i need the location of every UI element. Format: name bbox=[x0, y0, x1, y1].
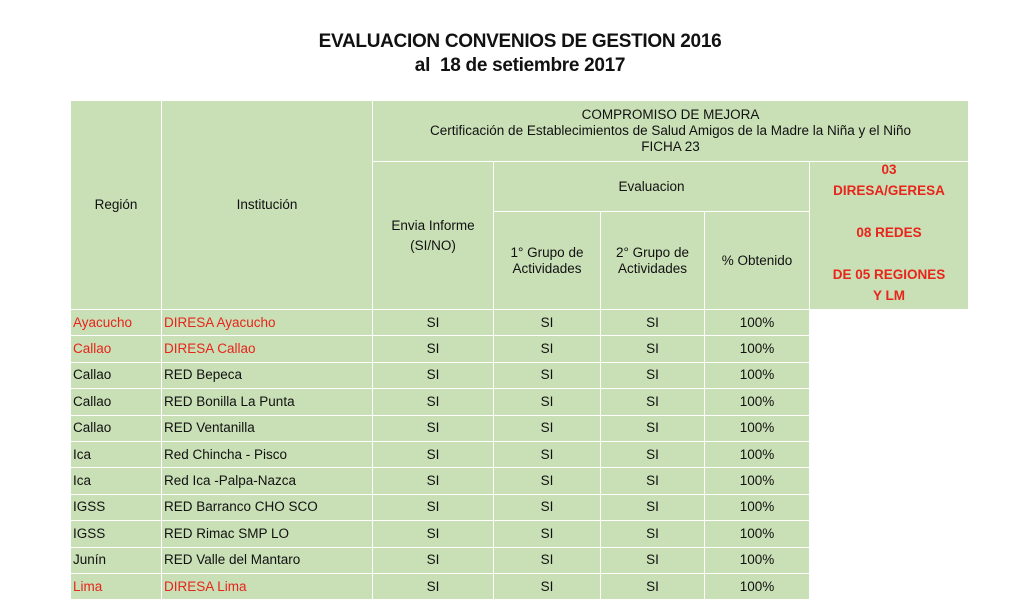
cell-institucion: RED Ventanilla bbox=[162, 415, 373, 441]
cell-obtenido: 100% bbox=[705, 310, 810, 336]
cell-institucion: RED Valle del Mantaro bbox=[162, 547, 373, 573]
cell-obtenido: 100% bbox=[705, 573, 810, 599]
cell-region: Ica bbox=[71, 468, 162, 494]
cell-envia: SI bbox=[373, 336, 494, 362]
table-row bbox=[71, 494, 969, 520]
cell-envia: SI bbox=[373, 415, 494, 441]
cell-institucion: DIRESA Lima bbox=[162, 573, 373, 599]
cell-obtenido: 100% bbox=[705, 547, 810, 573]
cell-envia: SI bbox=[373, 362, 494, 388]
table-row bbox=[71, 441, 969, 467]
cell-grupo-2: SI bbox=[601, 573, 705, 599]
summary-spacer bbox=[812, 204, 966, 225]
cell-envia: SI bbox=[373, 389, 494, 415]
table-row bbox=[71, 521, 969, 547]
table-row bbox=[71, 415, 969, 441]
header-grupo-2: 2° Grupo de Actividades bbox=[601, 212, 705, 310]
summary-line-5: Y LM bbox=[873, 288, 906, 303]
cell-region: Ayacucho bbox=[71, 310, 162, 336]
cell-grupo-1: SI bbox=[494, 494, 601, 520]
cell-envia: SI bbox=[373, 573, 494, 599]
cell-grupo-1: SI bbox=[494, 468, 601, 494]
table-header bbox=[71, 101, 969, 310]
compromiso-line-3: FICHA 23 bbox=[641, 139, 700, 154]
table-row bbox=[71, 547, 969, 573]
cell-region: Callao bbox=[71, 336, 162, 362]
compromiso-line-1: COMPROMISO DE MEJORA bbox=[581, 107, 760, 122]
cell-institucion: RED Barranco CHO SCO bbox=[162, 494, 373, 520]
header-region: Región bbox=[71, 101, 162, 310]
cell-institucion: DIRESA Callao bbox=[162, 336, 373, 362]
header-grupo-1: 1° Grupo de Actividades bbox=[494, 212, 601, 310]
table-row bbox=[71, 362, 969, 388]
cell-grupo-2: SI bbox=[601, 415, 705, 441]
table-row bbox=[71, 573, 969, 599]
cell-grupo-1: SI bbox=[494, 547, 601, 573]
cell-region: IGSS bbox=[71, 521, 162, 547]
cell-grupo-2: SI bbox=[601, 389, 705, 415]
header-institucion: Institución bbox=[162, 101, 373, 310]
cell-grupo-2: SI bbox=[601, 441, 705, 467]
cell-obtenido: 100% bbox=[705, 415, 810, 441]
cell-grupo-1: SI bbox=[494, 389, 601, 415]
cell-obtenido: 100% bbox=[705, 336, 810, 362]
cell-grupo-2: SI bbox=[601, 547, 705, 573]
compromiso-line-2: Certificación de Establecimientos de Salud Amigos de la Madre la Niña y el Niño bbox=[430, 123, 912, 138]
cell-grupo-1: SI bbox=[494, 362, 601, 388]
title-line-1: EVALUACION CONVENIOS DE GESTION 2016 bbox=[318, 31, 722, 52]
cell-region: Callao bbox=[71, 362, 162, 388]
cell-region: Lima bbox=[71, 573, 162, 599]
cell-institucion: Red Ica -Palpa-Nazca bbox=[162, 468, 373, 494]
evaluation-table bbox=[70, 100, 969, 600]
header-evaluacion: Evaluacion bbox=[494, 162, 810, 212]
summary-line-3: 08 REDES bbox=[856, 225, 922, 240]
cell-obtenido: 100% bbox=[705, 521, 810, 547]
summary-cell bbox=[810, 162, 969, 310]
cell-region: Callao bbox=[71, 415, 162, 441]
table-row bbox=[71, 310, 969, 336]
summary-line-4: DE 05 REGIONES bbox=[832, 267, 946, 282]
title-line-2: al 18 de setiembre 2017 bbox=[414, 55, 626, 76]
summary-line-1: 03 bbox=[881, 162, 897, 177]
table-body bbox=[71, 310, 969, 600]
cell-grupo-1: SI bbox=[494, 415, 601, 441]
cell-grupo-2: SI bbox=[601, 521, 705, 547]
cell-institucion: RED Bonilla La Punta bbox=[162, 389, 373, 415]
cell-region: Ica bbox=[71, 441, 162, 467]
header-obtenido: % Obtenido bbox=[705, 212, 810, 310]
header-compromiso bbox=[373, 101, 969, 162]
cell-obtenido: 100% bbox=[705, 441, 810, 467]
cell-envia: SI bbox=[373, 441, 494, 467]
cell-envia: SI bbox=[373, 521, 494, 547]
cell-grupo-1: SI bbox=[494, 336, 601, 362]
cell-obtenido: 100% bbox=[705, 362, 810, 388]
header-envia-informe: Envia Informe (SI/NO) bbox=[373, 162, 494, 310]
table-row bbox=[71, 468, 969, 494]
summary-spacer bbox=[812, 246, 966, 267]
cell-obtenido: 100% bbox=[705, 468, 810, 494]
cell-obtenido: 100% bbox=[705, 494, 810, 520]
cell-institucion: RED Bepeca bbox=[162, 362, 373, 388]
cell-grupo-2: SI bbox=[601, 336, 705, 362]
table-row bbox=[71, 389, 969, 415]
cell-grupo-2: SI bbox=[601, 362, 705, 388]
cell-grupo-2: SI bbox=[601, 468, 705, 494]
cell-region: Junín bbox=[71, 547, 162, 573]
cell-obtenido: 100% bbox=[705, 389, 810, 415]
cell-institucion: RED Rimac SMP LO bbox=[162, 521, 373, 547]
cell-grupo-1: SI bbox=[494, 521, 601, 547]
cell-envia: SI bbox=[373, 310, 494, 336]
cell-grupo-1: SI bbox=[494, 441, 601, 467]
cell-grupo-1: SI bbox=[494, 310, 601, 336]
cell-region: Callao bbox=[71, 389, 162, 415]
cell-institucion: Red Chincha - Pisco bbox=[162, 441, 373, 467]
cell-envia: SI bbox=[373, 494, 494, 520]
cell-institucion: DIRESA Ayacucho bbox=[162, 310, 373, 336]
cell-envia: SI bbox=[373, 547, 494, 573]
summary-line-2: DIRESA/GERESA bbox=[833, 183, 945, 198]
page-title bbox=[0, 30, 1024, 78]
cell-grupo-1: SI bbox=[494, 573, 601, 599]
cell-grupo-2: SI bbox=[601, 310, 705, 336]
cell-envia: SI bbox=[373, 468, 494, 494]
cell-region: IGSS bbox=[71, 494, 162, 520]
cell-grupo-2: SI bbox=[601, 494, 705, 520]
table-row bbox=[71, 336, 969, 362]
